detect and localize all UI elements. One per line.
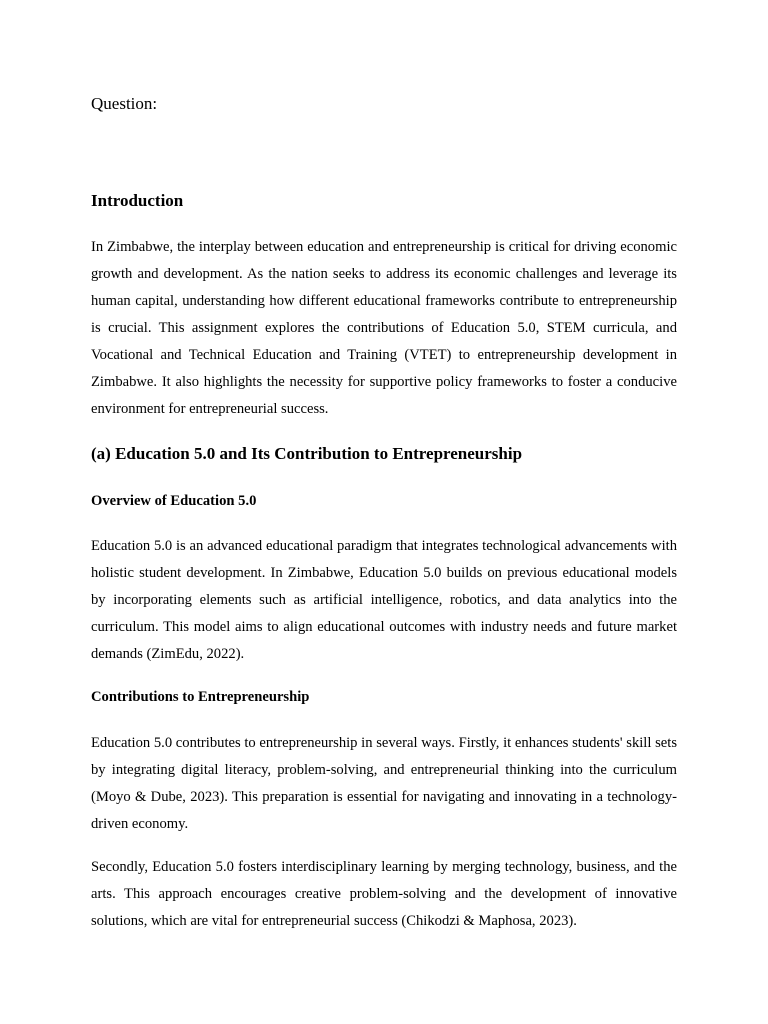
section-a-heading: (a) Education 5.0 and Its Contribution to Entrepreneurship [91,444,523,463]
contributions-paragraph-1: Education 5.0 contributes to entrepreneurship in several ways. Firstly, it enhances students' skill sets by integrating digital literacy, problem-solving, and entrepreneurial thinking into the curriculum (Moyo & Dube, 2023). This preparation is essential for navigating and innovating in a technology-driven economy. [91,735,677,832]
contributions-heading: Contributions to Entrepreneurship [91,689,310,705]
overview-heading: Overview of Education 5.0 [91,493,257,509]
question-label: Question: [91,94,158,113]
introduction-paragraph: In Zimbabwe, the interplay between education and entrepreneurship is critical for driving economic growth and development. As the nation seeks to address its economic challenges and leverage its human capital, understanding how different educational frameworks contribute to entrepreneurship is crucial. This assignment explores the contributions of Education 5.0, STEM curricula, and Vocational and Technical Education and Training (VTET) to entrepreneurship development in Zimbabwe. It also highlights the necessity for supportive policy frameworks to foster a conducive environment for entrepreneurial success. [91,239,677,417]
contributions-paragraph-2: Secondly, Education 5.0 fosters interdisciplinary learning by merging technology, business, and the arts. This approach encourages creative problem-solving and the development of innovative solutions, which are vital for entrepreneurial success (Chikodzi & Maphosa, 2023). [91,859,677,929]
overview-paragraph: Education 5.0 is an advanced educational paradigm that integrates technological advancements with holistic student development. In Zimbabwe, Education 5.0 builds on previous educational models by incorporating elements such as artificial intelligence, robotics, and data analytics into the curriculum. This model aims to align educational outcomes with industry needs and future market demands (ZimEdu, 2022). [91,538,677,662]
introduction-heading: Introduction [91,191,184,210]
